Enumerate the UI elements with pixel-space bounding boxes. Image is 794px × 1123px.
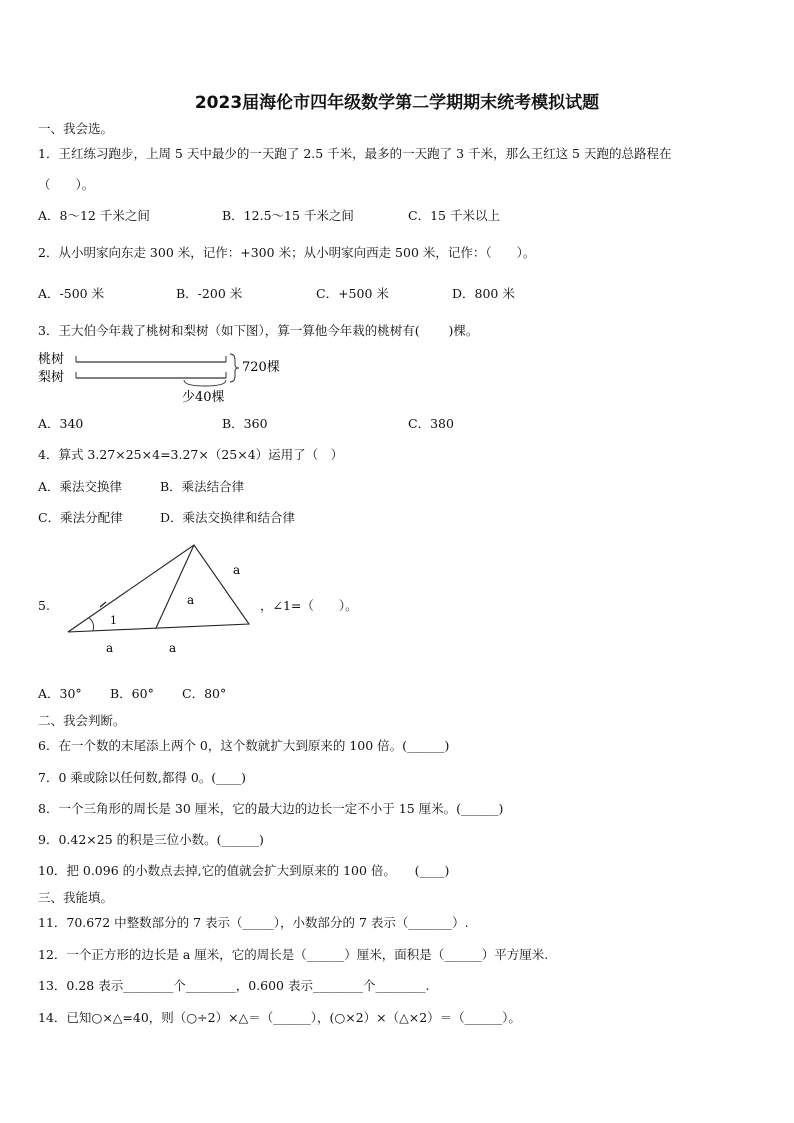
total-brace (230, 354, 239, 382)
question-1: 1．王红练习跑步，上周 5 天中最少的一天跑了 2.5 千米，最多的一天跑了 3 千米，那么王红这 5 天跑的总路程在 (38, 146, 672, 161)
tree-diagram (36, 346, 296, 408)
option-b: B．12.5～15 千米之间 (222, 208, 354, 223)
question-7: 7．0 乘或除以任何数,都得 0。(____) (38, 770, 247, 785)
question-2: 2．从小明家向东走 300 米，记作：+300 米；从小明家向西走 500 米，记作：（ ）。 (38, 245, 536, 260)
option-b: B．360 (222, 416, 268, 431)
question-11: 11．70.672 中整数部分的 7 表示（_____），小数部分的 7 表示（_______）. (38, 915, 469, 930)
option-a: A．乘法交换律 (38, 479, 123, 494)
option-c: C．+500 米 (316, 286, 389, 301)
option-c: C．380 (408, 416, 454, 431)
option-b: B．60° (110, 686, 154, 701)
label-a-right: a (233, 563, 241, 577)
inner-segment (156, 545, 194, 628)
option-d: D．800 米 (452, 286, 515, 301)
question-3: 3．王大伯今年栽了桃树和梨树（如下图），算一算他今年栽的桃树有( )棵。 (38, 323, 479, 338)
option-c: C．80° (182, 686, 227, 701)
option-a: A．340 (38, 416, 84, 431)
question-5-text: ，∠1=（ ）。 (260, 598, 358, 613)
label-a-bottom-right: a (169, 641, 177, 655)
less-label: 少40棵 (182, 390, 225, 405)
peach-label: 桃树 (38, 352, 65, 367)
section-heading: 一、我会选。 (38, 121, 114, 136)
question-14: 14．已知○×△=40，则（○÷2）×△＝（______），(○×2）×（△×2）＝（______）。 (38, 1010, 521, 1025)
question-8: 8．一个三角形的周长是 30 厘米，它的最大边的边长一定不小于 15 厘米。(______) (38, 801, 504, 816)
outer-triangle (68, 545, 249, 632)
question-9: 9．0.42×25 的积是三位小数。(______) (38, 832, 264, 847)
question-6: 6．在一个数的末尾添上两个 0，这个数就扩大到原来的 100 倍。(______) (38, 738, 450, 753)
label-a-bottom-left: a (106, 641, 114, 655)
option-b: B．乘法结合律 (160, 479, 245, 494)
question-4: 4．算式 3.27×25×4=3.27×（25×4）运用了（ ） (38, 447, 344, 462)
question-13: 13．0.28 表示________个________，0.600 表示________个________. (38, 978, 430, 993)
question-10: 10．把 0.096 的小数点去掉,它的值就会扩大到原来的 100 倍。 (____) (38, 863, 450, 878)
total-label: 720棵 (242, 360, 280, 375)
triangle-diagram (60, 540, 270, 660)
option-c: C．15 千米以上 (408, 208, 500, 223)
option-c: C．乘法分配律 (38, 510, 123, 525)
section-heading: 三、我能填。 (38, 890, 114, 905)
option-a: A．30° (38, 686, 82, 701)
less-brace (184, 380, 226, 386)
option-a: A．8～12 千米之间 (38, 208, 150, 223)
label-a-middle: a (187, 593, 195, 607)
pear-label: 梨树 (38, 370, 65, 385)
page-title: 2023届海伦市四年级数学第二学期期末统考模拟试题 (194, 93, 600, 113)
question-12: 12．一个正方形的边长是 a 厘米，它的周长是（______）厘米，面积是（______）平方厘米. (38, 947, 549, 962)
option-a: A．-500 米 (38, 286, 105, 301)
option-d: D．乘法交换律和结合律 (160, 510, 296, 525)
question-1-blank: （ ）。 (38, 177, 95, 192)
option-b: B．-200 米 (176, 286, 243, 301)
angle-arc (89, 618, 94, 631)
section-heading: 二、我会判断。 (38, 713, 126, 728)
angle-1-label: 1 (110, 614, 117, 627)
question-5-number: 5. (38, 598, 50, 613)
